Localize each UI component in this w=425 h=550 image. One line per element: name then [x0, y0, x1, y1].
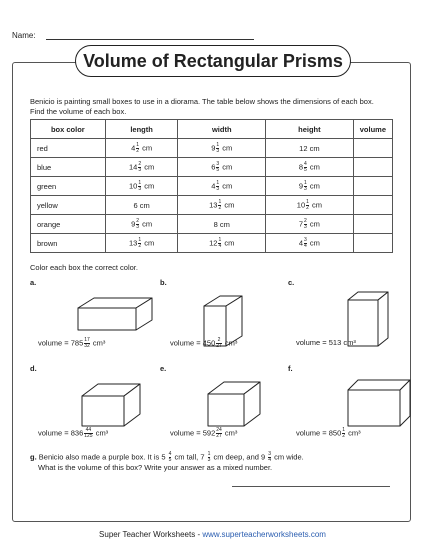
frac-numerator: 2 — [138, 160, 142, 167]
box-label: f. — [288, 364, 293, 373]
dimension-cell — [105, 234, 178, 253]
table-header-row — [31, 120, 393, 139]
dimension-fraction — [306, 200, 309, 211]
dimension-whole: 9 — [131, 218, 136, 228]
box-color-cell: red — [31, 139, 106, 158]
dimension-cell — [178, 139, 266, 158]
dimension-cell — [105, 177, 178, 196]
frac-denominator: 3 — [138, 185, 142, 192]
prism-front-face — [348, 390, 400, 426]
volume-label — [170, 428, 237, 439]
dimension-cell — [178, 215, 266, 234]
frac-numerator: 24 — [216, 427, 222, 433]
dimension-fraction — [216, 181, 219, 192]
dimension-unit: cm — [309, 218, 320, 228]
volume-whole: 785 — [70, 338, 84, 348]
frac-denominator: 4 — [268, 457, 272, 463]
col-header-volume: volume — [353, 120, 392, 139]
frac-numerator: 1 — [218, 198, 222, 205]
dimension-cell — [105, 215, 178, 234]
dimension-cell — [266, 158, 354, 177]
volume-unit: cm³ — [224, 338, 238, 348]
dimension-fraction — [304, 181, 307, 192]
prism-top-face — [348, 380, 410, 390]
volume-answer-cell[interactable] — [353, 158, 392, 177]
volume-answer-cell[interactable] — [353, 177, 392, 196]
dimension-unit: cm — [222, 161, 233, 171]
frac-numerator: 1 — [138, 179, 142, 186]
dimension-fraction — [138, 238, 141, 249]
volume-answer-cell[interactable] — [353, 139, 392, 158]
frac-denominator: 3 — [138, 166, 142, 173]
dimension-unit: cm — [222, 180, 233, 190]
dimension-fraction — [304, 162, 307, 173]
dimension-whole: 6 — [211, 161, 216, 171]
dimension-unit: cm — [222, 142, 233, 152]
volume-answer-cell[interactable] — [353, 196, 392, 215]
dimension-unit: cm — [309, 143, 320, 153]
dimension-whole: 4 — [298, 237, 304, 247]
dimension-cell — [266, 215, 354, 234]
volume-prefix: volume = — [296, 428, 329, 438]
dimension-unit: cm — [144, 180, 155, 190]
question-g-text-3: cm deep, and 9 — [213, 452, 266, 462]
dimension-whole: 8 — [298, 161, 304, 171]
prism-front-face — [208, 394, 244, 426]
rectangular-prism-drawing[interactable] — [206, 380, 262, 428]
frac-denominator: 2 — [218, 204, 222, 211]
box-label: e. — [160, 364, 167, 373]
volume-fraction — [216, 428, 222, 439]
volume-label — [296, 428, 361, 439]
prism-front-face — [78, 308, 136, 330]
frac-denominator: 3 — [216, 185, 220, 192]
dimension-cell — [105, 139, 178, 158]
question-g-text-4: cm wide. — [274, 452, 304, 462]
box-color-cell: green — [31, 177, 106, 196]
dimension-fraction — [136, 219, 139, 230]
footer-brand: Super Teacher Worksheets - — [99, 530, 203, 539]
frac-numerator: 1 — [304, 179, 307, 186]
dimension-cell — [105, 158, 178, 177]
rectangular-prism-drawing[interactable] — [346, 378, 412, 428]
frac-denominator: 5 — [304, 166, 307, 173]
frac-denominator: 27 — [216, 343, 222, 349]
col-header-box-color: box color — [31, 120, 106, 139]
box-label: d. — [30, 364, 37, 373]
volume-prefix: volume = — [38, 428, 71, 438]
intro-text: Benicio is painting small boxes to use in a diorama. The table below shows the dimensions of each box. Find the volume of each box. — [30, 97, 374, 116]
box-label: a. — [30, 278, 37, 287]
frac-denominator: 2 — [138, 242, 142, 249]
box-color-cell: brown — [31, 234, 106, 253]
frac-denominator: 3 — [207, 457, 211, 463]
volume-unit: cm³ — [92, 338, 106, 348]
rectangular-prism-drawing[interactable] — [76, 296, 154, 332]
volume-label — [170, 338, 237, 349]
volume-unit: cm³ — [348, 428, 361, 438]
dimension-cell — [266, 234, 354, 253]
table-row — [31, 196, 393, 215]
frac-numerator: 1 — [216, 179, 220, 186]
dimension-fraction — [138, 181, 141, 192]
col-header-height: height — [266, 120, 354, 139]
volume-whole: 592 — [202, 428, 216, 438]
dimension-whole: 13 — [209, 199, 218, 209]
volume-fraction — [342, 428, 345, 439]
dimension-whole: 14 — [128, 161, 138, 171]
frac-denominator: 32 — [84, 343, 90, 349]
frac-numerator: 1 — [138, 236, 142, 243]
volume-whole: 836 — [70, 428, 84, 438]
volume-whole: 850 — [328, 428, 342, 438]
dimension-cell — [266, 196, 354, 215]
frac-denominator: 27 — [216, 433, 222, 439]
volume-fraction — [216, 338, 222, 349]
dimension-unit: cm — [219, 219, 230, 229]
dimension-whole: 9 — [211, 142, 216, 152]
question-g-frac-3 — [268, 452, 271, 463]
footer-link[interactable]: www.superteacherworksheets.com — [202, 530, 326, 539]
prism-side-face — [378, 292, 388, 346]
volume-prefix: volume = — [296, 338, 329, 347]
frac-numerator: 2 — [217, 337, 221, 343]
volume-label — [38, 428, 108, 439]
volume-prefix: volume = — [170, 338, 203, 348]
dimension-unit: cm — [309, 180, 320, 190]
frac-denominator: 3 — [304, 223, 307, 230]
dimension-unit: cm — [139, 200, 150, 210]
dimension-cell — [105, 196, 178, 215]
rectangular-prism-drawing[interactable] — [80, 382, 142, 428]
dimension-whole: 10 — [296, 199, 306, 209]
frac-numerator: 1 — [306, 198, 309, 205]
dimension-unit: cm — [309, 237, 320, 247]
question-g-text-2: cm tall, 7 — [174, 452, 205, 462]
color-instruction: Color each box the correct color. — [30, 263, 138, 272]
frac-denominator: 125 — [84, 433, 93, 439]
frac-numerator: 1 — [218, 236, 222, 243]
dimension-cell — [178, 158, 266, 177]
table-row — [31, 177, 393, 196]
dimension-whole: 8 — [213, 219, 218, 229]
dimension-fraction — [304, 219, 307, 230]
volume-label — [296, 338, 356, 347]
volume-whole: 450 — [202, 338, 216, 348]
box-color-cell: blue — [31, 158, 106, 177]
dimension-unit: cm — [142, 218, 153, 228]
box-label: c. — [288, 278, 295, 287]
frac-denominator: 2 — [306, 204, 309, 211]
box-color-cell: yellow — [31, 196, 106, 215]
frac-denominator: 2 — [136, 147, 140, 154]
frac-numerator: 4 — [168, 451, 172, 457]
volume-fraction — [84, 338, 90, 349]
dimension-whole: 13 — [128, 237, 138, 247]
dimension-fraction — [218, 200, 221, 211]
table-row — [31, 158, 393, 177]
frac-numerator: 44 — [85, 427, 92, 433]
dimension-whole: 12 — [209, 237, 218, 247]
dimension-unit: cm — [142, 142, 153, 152]
name-field-line[interactable] — [46, 39, 254, 40]
dimension-unit: cm — [224, 237, 235, 247]
volume-prefix: volume = — [38, 338, 71, 348]
frac-denominator: 5 — [216, 166, 220, 173]
dimension-fraction — [216, 162, 219, 173]
dimension-cell — [178, 177, 266, 196]
table-row — [31, 234, 393, 253]
dimension-cell — [266, 177, 354, 196]
frac-numerator: 2 — [304, 217, 307, 224]
dimension-fraction — [136, 143, 139, 154]
col-header-length: length — [105, 120, 178, 139]
dimension-whole: 6 — [133, 200, 138, 210]
volume-unit: cm³ — [343, 338, 356, 347]
frac-numerator: 3 — [216, 160, 220, 167]
frac-numerator: 1 — [207, 451, 211, 457]
question-g-frac-2 — [208, 452, 211, 463]
volume-answer-cell[interactable] — [353, 215, 392, 234]
frac-denominator: 4 — [218, 242, 222, 249]
name-label: Name: — [12, 31, 36, 40]
col-header-width: width — [178, 120, 266, 139]
frac-numerator: 1 — [136, 141, 140, 148]
frac-denominator: 4 — [304, 242, 307, 249]
question-g — [30, 452, 390, 473]
dimension-cell — [178, 234, 266, 253]
box-label: b. — [160, 278, 167, 287]
frac-numerator: 4 — [304, 160, 307, 167]
frac-numerator: 17 — [84, 337, 90, 343]
question-g-label: g. — [30, 452, 37, 462]
prism-front-face — [82, 396, 124, 426]
table-row — [31, 215, 393, 234]
frac-denominator: 2 — [342, 433, 346, 439]
dimension-unit: cm — [144, 237, 155, 247]
frac-denominator: 3 — [136, 223, 140, 230]
dimension-unit: cm — [224, 199, 235, 209]
frac-numerator: 3 — [268, 451, 272, 457]
dimension-unit: cm — [309, 161, 320, 171]
frac-denominator: 5 — [168, 457, 172, 463]
volume-answer-cell[interactable] — [353, 234, 392, 253]
table-row — [31, 139, 393, 158]
frac-numerator: 1 — [342, 427, 346, 433]
volume-label — [38, 338, 105, 349]
answer-line[interactable] — [232, 486, 390, 487]
dimension-cell — [266, 139, 354, 158]
box-color-cell: orange — [31, 215, 106, 234]
frac-numerator: 1 — [216, 141, 220, 148]
dimension-whole: 10 — [128, 180, 138, 190]
frac-denominator: 3 — [216, 147, 220, 154]
dimension-unit: cm — [312, 199, 322, 209]
frac-numerator: 2 — [136, 217, 140, 224]
volume-whole: 513 — [328, 338, 342, 347]
question-g-text-5: What is the volume of this box? Write your answer as a mixed number. — [38, 463, 273, 472]
dimension-whole: 4 — [131, 142, 136, 152]
dimension-fraction — [138, 162, 141, 173]
volume-unit: cm³ — [95, 428, 109, 438]
volume-prefix: volume = — [170, 428, 203, 438]
dimension-whole: 9 — [298, 180, 304, 190]
dimension-unit: cm — [144, 161, 155, 171]
page-title: Volume of Rectangular Prisms — [75, 45, 351, 77]
question-g-frac-1 — [169, 452, 172, 463]
frac-denominator: 3 — [304, 185, 307, 192]
footer — [0, 530, 425, 539]
dimension-fraction — [216, 143, 219, 154]
question-g-text-1: Benicio also made a purple box. It is 5 — [38, 452, 166, 462]
frac-numerator: 3 — [304, 236, 307, 243]
dimension-whole: 7 — [298, 218, 304, 228]
dimension-whole: 4 — [211, 180, 216, 190]
volume-unit: cm³ — [224, 428, 238, 438]
dimension-cell — [178, 196, 266, 215]
dimension-fraction — [218, 238, 221, 249]
dimension-whole: 12 — [299, 143, 308, 153]
dimensions-table — [30, 119, 393, 253]
dimension-fraction — [304, 238, 307, 249]
volume-fraction — [84, 428, 92, 439]
